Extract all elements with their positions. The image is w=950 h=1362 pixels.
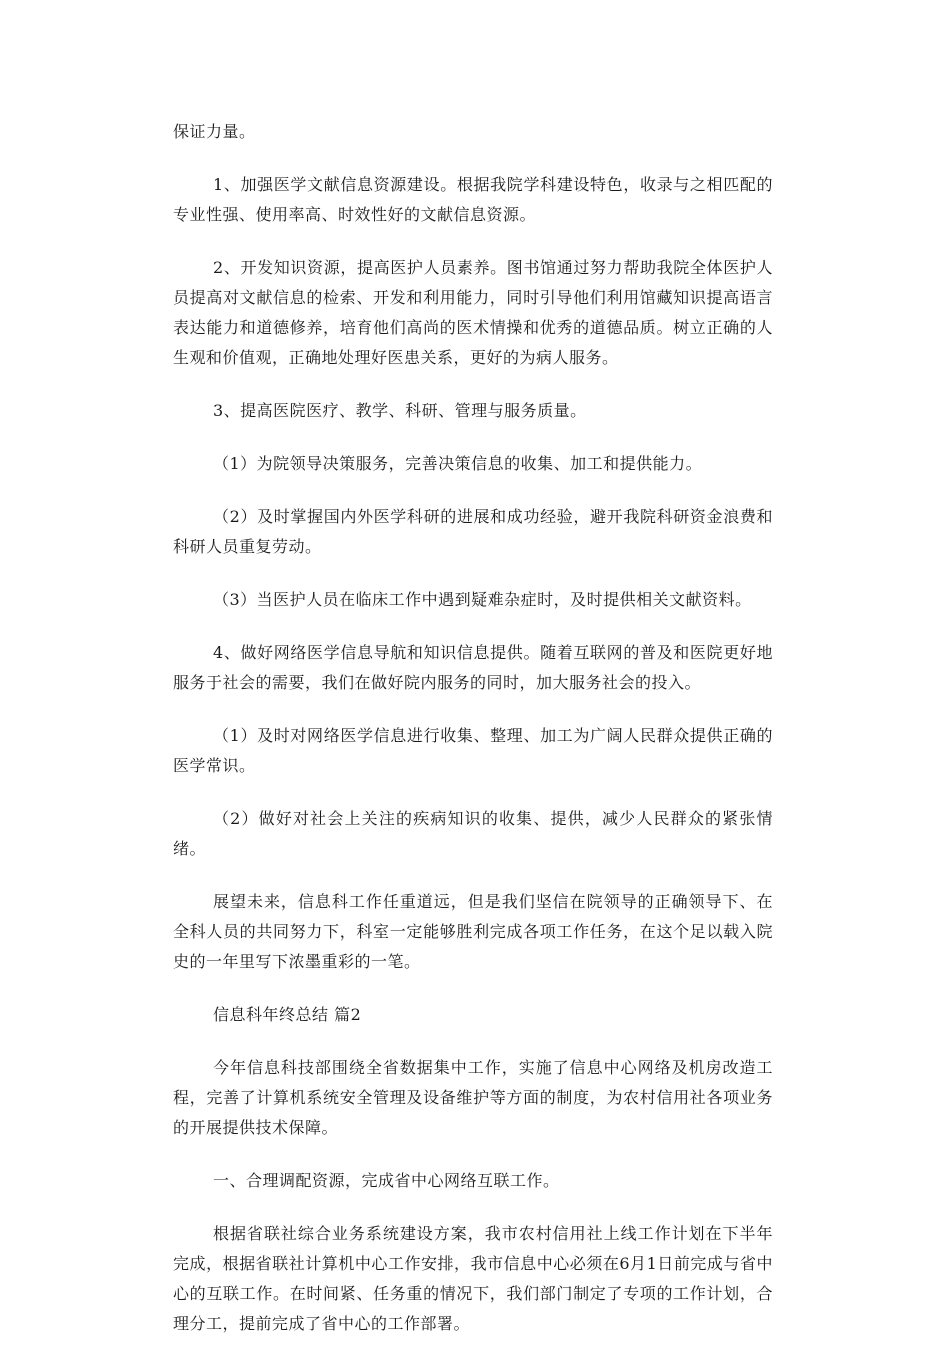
paragraph-continuation: 保证力量。 xyxy=(173,122,256,141)
paragraph-item-2: 2、开发知识资源，提高医护人员素养。图书馆通过努力帮助我院全体医护人员提高对文献信息的检索、开发和利用能力，同时引导他们利用馆藏知识提高语言表达能力和道德修养，培育他们高尚的医术情操和优秀的道德品质。树立正确的人生观和价值观，正确地处理好医患关系，更好的为病人服务。 xyxy=(173,258,773,367)
paragraph-subitem-3-3: （3）当医护人员在临床工作中遇到疑难杂症时，及时提供相关文献资料。 xyxy=(213,590,752,609)
paragraph-network-work: 根据省联社综合业务系统建设方案，我市农村信用社上线工作计划在下半年完成，根据省联社计算机中心工作安排，我市信息中心必须在6月1日前完成与省中心的互联工作。在时间紧、任务重的情况下，我们部门制定了专项的工作计划，合理分工，提前完成了省中心的工作部署。 xyxy=(173,1224,773,1333)
paragraph-item-3: 3、提高医院医疗、教学、科研、管理与服务质量。 xyxy=(213,401,587,420)
paragraph-subitem-3-1: （1）为院领导决策服务，完善决策信息的收集、加工和提供能力。 xyxy=(213,454,703,473)
paragraph-subitem-4-2: （2）做好对社会上关注的疾病知识的收集、提供，减少人民群众的紧张情绪。 xyxy=(173,809,773,858)
paragraph-subitem-4-1: （1）及时对网络医学信息进行收集、整理、加工为广阔人民群众提供正确的医学常识。 xyxy=(173,726,773,775)
paragraph-item-4: 4、做好网络医学信息导航和知识信息提供。随着互联网的普及和医院更好地服务于社会的需要，我们在做好院内服务的同时，加大服务社会的投入。 xyxy=(173,643,773,692)
paragraph-intro-2: 今年信息科技部围绕全省数据集中工作，实施了信息中心网络及机房改造工程，完善了计算机系统安全管理及设备维护等方面的制度，为农村信用社各项业务的开展提供技术保障。 xyxy=(173,1058,773,1137)
paragraph-subitem-3-2: （2）及时掌握国内外医学科研的进展和成功经验，避开我院科研资金浪费和科研人员重复劳动。 xyxy=(173,507,773,556)
paragraph-outlook: 展望未来，信息科工作任重道远，但是我们坚信在院领导的正确领导下、在全科人员的共同努力下，科室一定能够胜利完成各项工作任务，在这个足以载入院史的一年里写下浓墨重彩的一笔。 xyxy=(173,892,773,971)
paragraph-subheading-1: 一、合理调配资源，完成省中心网络互联工作。 xyxy=(213,1171,560,1190)
section-heading: 信息科年终总结 篇2 xyxy=(213,1005,362,1024)
paragraph-item-1: 1、加强医学文献信息资源建设。根据我院学科建设特色，收录与之相匹配的专业性强、使用率高、时效性好的文献信息资源。 xyxy=(173,175,773,224)
document-body xyxy=(173,117,773,1362)
